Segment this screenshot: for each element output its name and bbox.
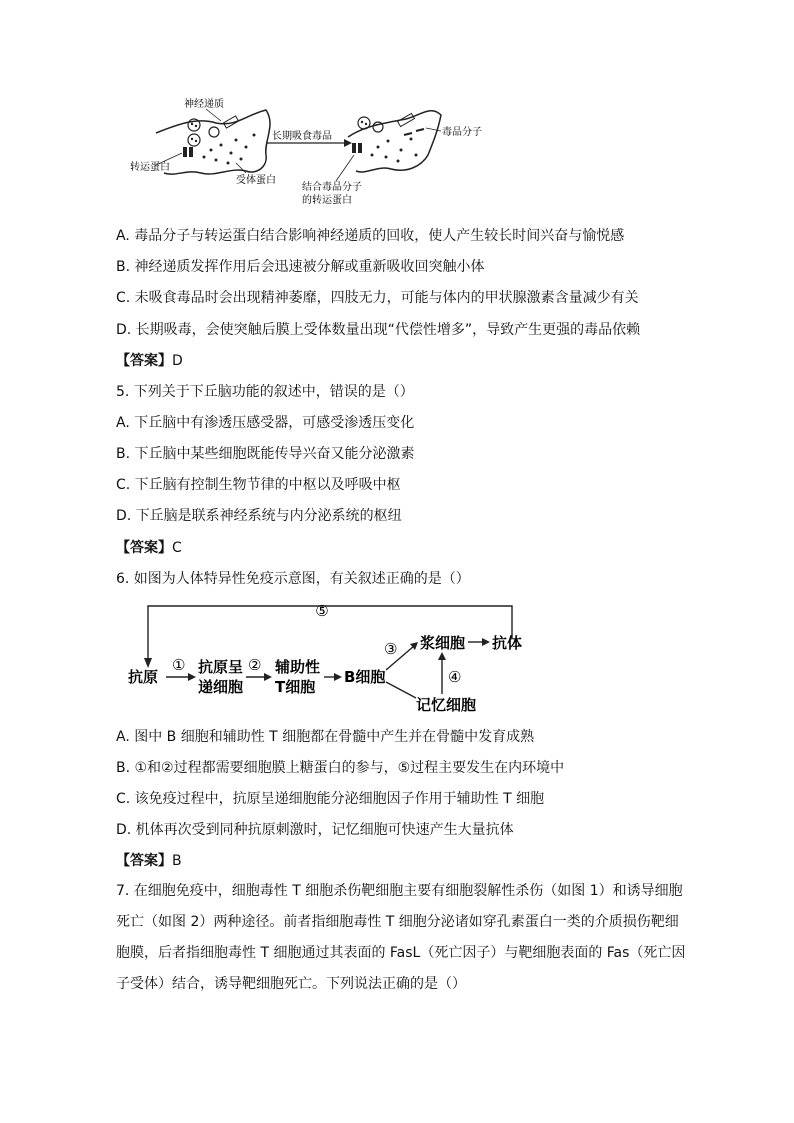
answer-tag: 【答案】 — [116, 853, 172, 869]
th-node-line2: T细胞 — [275, 678, 316, 696]
q4-option-b: B. 神经递质发挥作用后会迅速被分解或重新吸收回突触小体 — [116, 259, 485, 275]
vesicle — [188, 134, 200, 146]
answer-tag: 【答案】 — [116, 540, 172, 556]
q6-answer — [116, 851, 182, 871]
antibody-node: 抗体 — [492, 634, 523, 652]
neurotransmitter-label: 神经递质 — [184, 99, 224, 110]
answer-value: C — [172, 540, 182, 556]
transporter-label: 转运蛋白 — [130, 162, 170, 173]
synapse-diagram — [116, 95, 516, 210]
arrow-label: 长期吸食毒品 — [272, 131, 332, 142]
step5-label: ⑤ — [315, 602, 329, 620]
th-node-line1: 辅助性 — [275, 658, 321, 676]
q5-option-c: C. 下丘脑有控制生物节律的中枢以及呼吸中枢 — [116, 477, 401, 493]
bound-transporter-label-1: 结合毒品分子 — [302, 182, 362, 193]
vesicle — [209, 127, 219, 137]
q6-stem: 6. 如图为人体特异性免疫示意图，有关叙述正确的是（） — [116, 571, 470, 587]
step2-label: ② — [248, 656, 262, 674]
q4-answer — [116, 351, 183, 371]
antigen-node: 抗原 — [128, 668, 159, 686]
answer-value: B — [172, 853, 182, 869]
answer-value: D — [172, 353, 183, 369]
q4-option-c: C. 未吸食毒品时会出现精神萎靡，四肢无力，可能与体内的甲状腺激素含量减少有关 — [116, 290, 639, 306]
receptor-label: 受体蛋白 — [236, 175, 276, 186]
step3-label: ③ — [384, 640, 398, 658]
memory-cell-node: 记忆细胞 — [416, 696, 477, 714]
q5-answer — [116, 538, 182, 558]
plasma-cell-node: 浆细胞 — [420, 634, 466, 652]
q7-stem: 7. 在细胞免疫中，细胞毒性 T 细胞杀伤靶细胞主要有细胞裂解性杀伤（如图 1）和诱导细胞死亡（如图 2）两种途径。前者指细胞毒性 T 细胞分泌诸如穿孔素蛋白一类的介质损伤靶细胞膜，后者指细胞毒性 T 细胞通过其表面的 FasL（死亡因子）与靶细胞表面的 Fas（死亡因子受体）结合，诱导靶细胞死亡。下列说法正确的是（） — [116, 883, 686, 992]
q5-option-a: A. 下丘脑中有渗透压感受器，可感受渗透压变化 — [116, 415, 415, 431]
b-cell-node: B细胞 — [344, 668, 386, 686]
apc-node-line1: 抗原呈 — [198, 658, 244, 676]
answer-tag: 【答案】 — [116, 353, 172, 369]
q4-option-d: D. 长期吸毒，会使突触后膜上受体数量出现“代偿性增多”，导致产生更强的毒品依赖 — [116, 322, 641, 338]
q5-stem: 5. 下列关于下丘脑功能的叙述中，错误的是（） — [116, 384, 414, 400]
immune-diagram — [120, 598, 560, 718]
transporter-icon — [183, 147, 187, 157]
q4-option-a: A. 毒品分子与转运蛋白结合影响神经递质的回收，使人产生较长时间兴奋与愉悦感 — [116, 228, 625, 244]
q5-option-b: B. 下丘脑中某些细胞既能传导兴奋又能分泌激素 — [116, 446, 415, 462]
apc-node-line2: 递细胞 — [198, 678, 244, 696]
q6-option-a: A. 图中 B 细胞和辅助性 T 细胞都在骨髓中产生并在骨髓中发育成熟 — [116, 729, 535, 745]
receptor-icon — [223, 116, 238, 128]
right-synapse-membrane — [348, 111, 441, 172]
drug-molecule-label: 毒品分子 — [442, 127, 482, 138]
step4-label: ④ — [448, 668, 462, 686]
q5-option-d: D. 下丘脑是联系神经系统与内分泌系统的枢纽 — [116, 508, 402, 524]
q6-option-c: C. 该免疫过程中，抗原呈递细胞能分泌细胞因子作用于辅助性 T 细胞 — [116, 791, 545, 807]
q6-option-b: B. ①和②过程都需要细胞膜上糖蛋白的参与，⑤过程主要发生在内环境中 — [116, 760, 565, 776]
step1-label: ① — [172, 656, 186, 674]
left-synapse-membrane — [156, 110, 270, 174]
q6-option-d: D. 机体再次受到同种抗原刺激时，记忆细胞可快速产生大量抗体 — [116, 822, 514, 838]
bound-transporter-label-2: 的转运蛋白 — [302, 195, 352, 206]
